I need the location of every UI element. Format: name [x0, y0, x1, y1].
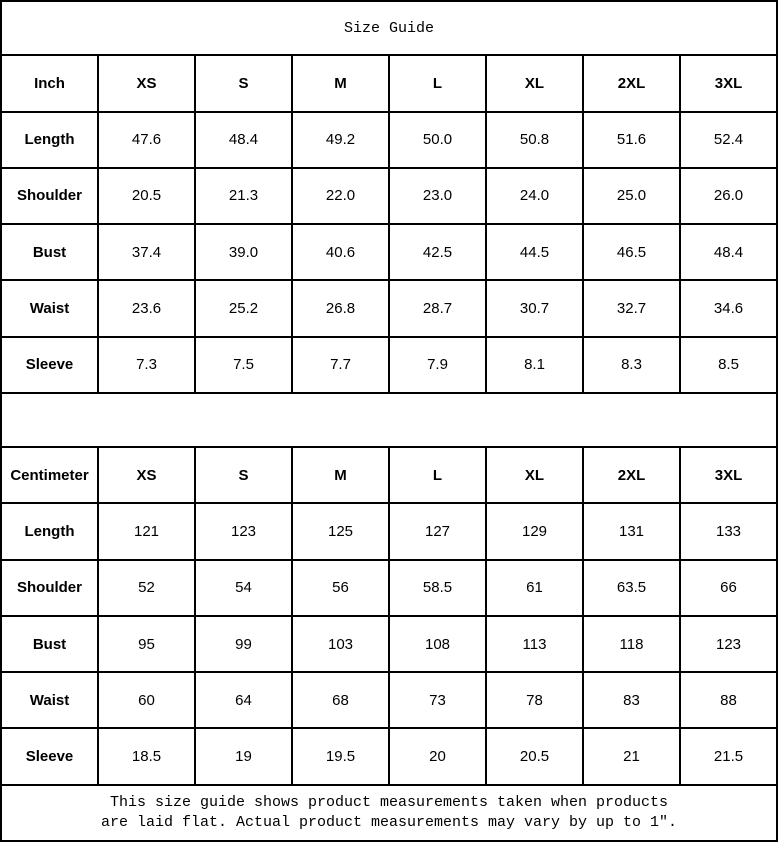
footer-line-1: This size guide shows product measurements taken when products [109, 793, 669, 811]
measurement-value: 60 [98, 672, 195, 728]
measurement-value: 32.7 [583, 280, 680, 336]
measurement-value: 22.0 [292, 168, 389, 224]
footer-row [1, 785, 777, 841]
measurement-label: Sleeve [1, 337, 98, 393]
measurement-value: 19 [195, 728, 292, 784]
measurement-value: 103 [292, 616, 389, 672]
measurement-value: 7.3 [98, 337, 195, 393]
measurement-value: 25.2 [195, 280, 292, 336]
size-header-3xl: 3XL [680, 55, 777, 111]
centimeter-section [1, 447, 777, 785]
measurement-value: 48.4 [195, 112, 292, 168]
measurement-value: 113 [486, 616, 583, 672]
measurement-value: 127 [389, 503, 486, 559]
centimeter-row-bust [1, 616, 777, 672]
measurement-value: 133 [680, 503, 777, 559]
measurement-label: Waist [1, 672, 98, 728]
inch-row-shoulder [1, 168, 777, 224]
measurement-label: Shoulder [1, 560, 98, 616]
measurement-value: 123 [195, 503, 292, 559]
measurement-value: 83 [583, 672, 680, 728]
measurement-value: 25.0 [583, 168, 680, 224]
measurement-value: 99 [195, 616, 292, 672]
title-row [1, 1, 777, 55]
inch-row-waist [1, 280, 777, 336]
inch-row-sleeve [1, 337, 777, 393]
measurement-value: 26.8 [292, 280, 389, 336]
page-title: Size Guide [1, 1, 777, 55]
measurement-value: 30.7 [486, 280, 583, 336]
measurement-value: 121 [98, 503, 195, 559]
measurement-value: 21.3 [195, 168, 292, 224]
measurement-value: 34.6 [680, 280, 777, 336]
measurement-value: 20 [389, 728, 486, 784]
measurement-value: 49.2 [292, 112, 389, 168]
measurement-value: 123 [680, 616, 777, 672]
measurement-value: 88 [680, 672, 777, 728]
measurement-value: 64 [195, 672, 292, 728]
measurement-value: 21 [583, 728, 680, 784]
measurement-value: 58.5 [389, 560, 486, 616]
centimeter-row-sleeve [1, 728, 777, 784]
measurement-value: 46.5 [583, 224, 680, 280]
footer-note [1, 785, 777, 841]
measurement-value: 8.1 [486, 337, 583, 393]
measurement-value: 48.4 [680, 224, 777, 280]
measurement-value: 8.5 [680, 337, 777, 393]
inch-row-bust [1, 224, 777, 280]
measurement-value: 26.0 [680, 168, 777, 224]
measurement-label: Shoulder [1, 168, 98, 224]
measurement-value: 95 [98, 616, 195, 672]
measurement-value: 20.5 [486, 728, 583, 784]
size-header-2xl: 2XL [583, 447, 680, 503]
measurement-value: 7.7 [292, 337, 389, 393]
inch-header-row [1, 55, 777, 111]
inch-section [1, 55, 777, 393]
measurement-value: 52 [98, 560, 195, 616]
measurement-value: 129 [486, 503, 583, 559]
measurement-label: Bust [1, 616, 98, 672]
measurement-value: 47.6 [98, 112, 195, 168]
measurement-value: 50.8 [486, 112, 583, 168]
spacer-row [1, 393, 777, 447]
measurement-value: 42.5 [389, 224, 486, 280]
measurement-value: 73 [389, 672, 486, 728]
measurement-value: 7.9 [389, 337, 486, 393]
measurement-value: 44.5 [486, 224, 583, 280]
measurement-value: 23.6 [98, 280, 195, 336]
measurement-label: Sleeve [1, 728, 98, 784]
measurement-value: 24.0 [486, 168, 583, 224]
measurement-value: 39.0 [195, 224, 292, 280]
inch-unit-label: Inch [1, 55, 98, 111]
footer-line-2: are laid flat. Actual product measurements may vary by up to 1″. [100, 813, 678, 831]
measurement-value: 54 [195, 560, 292, 616]
measurement-value: 66 [680, 560, 777, 616]
measurement-value: 19.5 [292, 728, 389, 784]
measurement-value: 50.0 [389, 112, 486, 168]
measurement-value: 68 [292, 672, 389, 728]
measurement-value: 7.5 [195, 337, 292, 393]
size-header-2xl: 2XL [583, 55, 680, 111]
size-header-xl: XL [486, 55, 583, 111]
measurement-value: 108 [389, 616, 486, 672]
measurement-value: 51.6 [583, 112, 680, 168]
measurement-value: 8.3 [583, 337, 680, 393]
measurement-value: 78 [486, 672, 583, 728]
measurement-value: 37.4 [98, 224, 195, 280]
measurement-value: 28.7 [389, 280, 486, 336]
measurement-label: Length [1, 503, 98, 559]
measurement-value: 23.0 [389, 168, 486, 224]
measurement-value: 18.5 [98, 728, 195, 784]
measurement-value: 52.4 [680, 112, 777, 168]
size-header-xs: XS [98, 447, 195, 503]
centimeter-header-row [1, 447, 777, 503]
size-header-m: M [292, 447, 389, 503]
measurement-value: 20.5 [98, 168, 195, 224]
measurement-value: 131 [583, 503, 680, 559]
measurement-value: 40.6 [292, 224, 389, 280]
size-header-s: S [195, 55, 292, 111]
size-header-l: L [389, 447, 486, 503]
centimeter-row-shoulder [1, 560, 777, 616]
measurement-value: 21.5 [680, 728, 777, 784]
size-header-l: L [389, 55, 486, 111]
centimeter-row-length [1, 503, 777, 559]
centimeter-unit-label: Centimeter [1, 447, 98, 503]
centimeter-row-waist [1, 672, 777, 728]
measurement-label: Waist [1, 280, 98, 336]
size-header-s: S [195, 447, 292, 503]
size-header-xs: XS [98, 55, 195, 111]
inch-row-length [1, 112, 777, 168]
measurement-value: 61 [486, 560, 583, 616]
measurement-value: 125 [292, 503, 389, 559]
measurement-value: 63.5 [583, 560, 680, 616]
spacer-cell [1, 393, 777, 447]
measurement-value: 118 [583, 616, 680, 672]
measurement-label: Bust [1, 224, 98, 280]
measurement-value: 56 [292, 560, 389, 616]
size-header-3xl: 3XL [680, 447, 777, 503]
measurement-label: Length [1, 112, 98, 168]
size-header-m: M [292, 55, 389, 111]
size-header-xl: XL [486, 447, 583, 503]
